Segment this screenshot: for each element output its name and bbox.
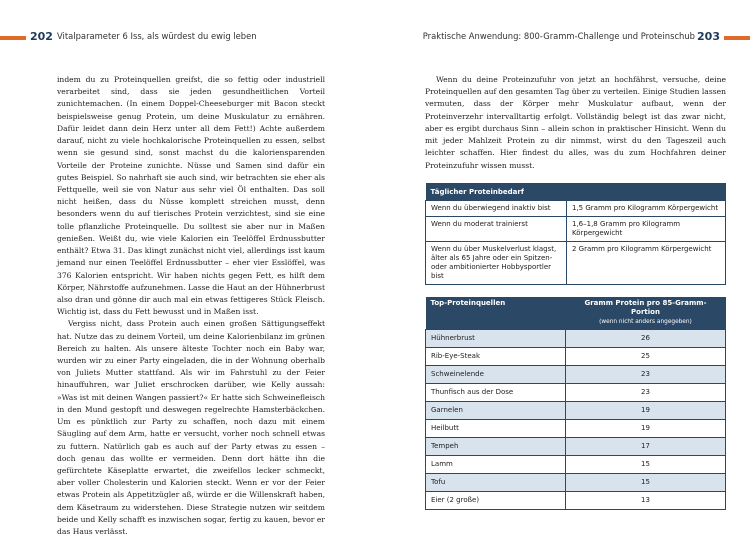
protein-sources-table	[425, 297, 726, 510]
sources-col2-title: Gramm Protein pro 85-Gramm-Portion	[584, 299, 707, 316]
food-name: Hühnerbrust	[426, 330, 566, 348]
sources-col2-note: (wenn nicht anders angegeben)	[599, 319, 692, 325]
table-row	[426, 201, 726, 217]
daily-row-label: Wenn du moderat trainierst	[426, 217, 567, 242]
daily-row-value: 1,5 Gramm pro Kilogramm Körpergewicht	[567, 201, 726, 217]
right-column	[425, 74, 726, 172]
daily-table-title: Täglicher Proteinbedarf	[426, 183, 726, 201]
left-header-bar	[0, 36, 26, 40]
protein-grams: 17	[566, 438, 726, 456]
left-paragraph-1: indem du zu Proteinquellen greifst, die so fettig oder industriell verarbeitet sind, dass sie jeden gesundheitlichen Vorteil zunichtemachen. (In einem Doppel-Cheeseburger mit Bacon steckt beispielsweise genug Protein, um deine Muskulatur zu ernähren. Dafür leidet dann dein Herz unter all dem Fett!) Achte außerdem darauf, nicht zu viele hochkalorische Proteinquellen zu essen, selbst wenn sie gesund sind, sonst machst du die kaloriensparenden Vorteile der Proteine zunichte. Nüsse und Samen sind dafür ein gutes Beispiel. So nahrhaft sie auch sind, wir betrachten sie eher als Fettquelle, weil sie von Natur aus sehr viel Öl enthalten. Das soll nicht heißen, dass du Nüsse komplett streichen musst, denn besonders wenn du auf tierisches Protein verzichtest, sind sie eine tolle pflanzliche Proteinquelle. Du solltest sie aber nur in Maßen genießen. Weißt du, wie viele Kalorien ein Teelöffel Erdnussbutter enthält? Etwa 31. Das klingt zunächst nicht viel, allerdings isst kaum jemand nur einen Teelöffel Erdnussbutter – eher vier Esslöffel, was 376 Kalorien entspricht. Wir haben nichts gegen Fett, es hilft dem Körper, Nährstoffe aufzunehmen. Lasse die Haut an der Hühnerbrust also dran und gönne dir auch mal ein etwas fettigeres Stück Fleisch. Wichtig ist, dass du Fett bewusst und in Maßen isst.	[57, 75, 325, 317]
food-name: Garnelen	[426, 402, 566, 420]
right-paragraph: Wenn du deine Proteinzufuhr von jetzt an hochfährst, versuche, deine Proteinquellen auf den gesamten Tag über zu verteilen. Einige Studien lassen vermuten, dass der Körper mehr Muskulatur aufbaut, wenn der Proteinverzehr intervalltartig erfolgt. Vollständig belegt ist das zwar nicht, aber es ergibt durchaus Sinn – allein schon in praktischer Hinsicht. Wenn du mit jeder Mahlzeit Protein zu dir nimmst, wirst du den Tageszeil auch leichter schaffen. Hier findest du alles, was du zum Hochfahren deiner Proteinzufuhr wissen musst.	[425, 75, 726, 170]
table-row	[426, 420, 726, 438]
right-header-bar	[724, 36, 750, 40]
table-row	[426, 492, 726, 510]
protein-grams: 23	[566, 384, 726, 402]
table-row	[426, 366, 726, 384]
protein-grams: 19	[566, 420, 726, 438]
protein-grams: 23	[566, 366, 726, 384]
protein-grams: 25	[566, 348, 726, 366]
table-row	[426, 438, 726, 456]
daily-row-label: Wenn du überwiegend inaktiv bist	[426, 201, 567, 217]
table-row	[426, 217, 726, 242]
food-name: Heilbutt	[426, 420, 566, 438]
daily-row-value: 1,6–1,8 Gramm pro Kilogramm Körpergewicht	[567, 217, 726, 242]
daily-protein-table	[425, 183, 726, 285]
daily-row-value: 2 Gramm pro Kilogramm Körpergewicht	[567, 242, 726, 285]
food-name: Thunfisch aus der Dose	[426, 384, 566, 402]
table-row	[426, 402, 726, 420]
left-page-number: 202	[30, 30, 53, 43]
right-page-number: 203	[697, 30, 720, 43]
food-name: Rib-Eye-Steak	[426, 348, 566, 366]
food-name: Eier (2 große)	[426, 492, 566, 510]
protein-grams: 13	[566, 492, 726, 510]
table-row	[426, 330, 726, 348]
table-row	[426, 242, 726, 285]
table-row	[426, 474, 726, 492]
table-row	[426, 348, 726, 366]
table-row	[426, 384, 726, 402]
left-paragraph-2: Vergiss nicht, dass Protein auch einen großen Sättigungseffekt hat. Nutze das zu deinem Vorteil, um deine Kalorienbilanz im grünen Bereich zu halten. Als unsere älteste Tochter noch ein Baby war, wurden wir zu einer Party eingeladen, die in der Wohnung oberhalb von Juliets Mutter stattfand. Als wir im Fahrstuhl zu der Feier hinauffuhren, war Juliet erschrocken darüber, wie Kelly aussah: »Was ist mit deinen Wangen passiert?« Er hatte sich Schweinefleisch in den Mund gestopft und deswegen regelrechte Hamsterbäckchen. Um es pünktlich zur Party zu schaffen, noch dazu mit einem Säugling auf dem Arm, hatte er versucht, vorher noch schnell etwas zu futtern. Natürlich gab es auch auf der Party etwas zu essen – doch genau das wollte er vermeiden. Denn dort hätte ihn die gefürchtete Käseplatte erwartet, die zweifellos lecker schmeckt, aber voller Cholesterin und Kalorien steckt. Wenn er vor der Feier etwas Protein als Appetitzügler aß, würde er die Willenskraft haben, dem Käsetraum zu widerstehen. Diese Strategie nutzen wir seitdem beide und Kelly schafft es inzwischen sogar, fertig zu kauen, bevor er das Haus verlässt.	[57, 319, 325, 537]
table-row	[426, 456, 726, 474]
protein-grams: 19	[566, 402, 726, 420]
protein-grams: 15	[566, 474, 726, 492]
sources-col2-header	[566, 297, 726, 330]
protein-grams: 26	[566, 330, 726, 348]
food-name: Lamm	[426, 456, 566, 474]
food-name: Schweinelende	[426, 366, 566, 384]
right-running-head: Praktische Anwendung: 800-Gramm-Challenge und Proteinschub	[422, 31, 695, 41]
left-column	[57, 74, 325, 538]
sources-col1-header: Top-Proteinquellen	[426, 297, 566, 330]
daily-row-label: Wenn du über Muskelverlust klagst, älter als 65 Jahre oder ein Spitzen- oder ambitionierter Hobbysportler bist	[426, 242, 567, 285]
left-running-head: Vitalparameter 6 Iss, als würdest du ewig leben	[57, 31, 257, 41]
food-name: Tempeh	[426, 438, 566, 456]
protein-grams: 15	[566, 456, 726, 474]
food-name: Tofu	[426, 474, 566, 492]
